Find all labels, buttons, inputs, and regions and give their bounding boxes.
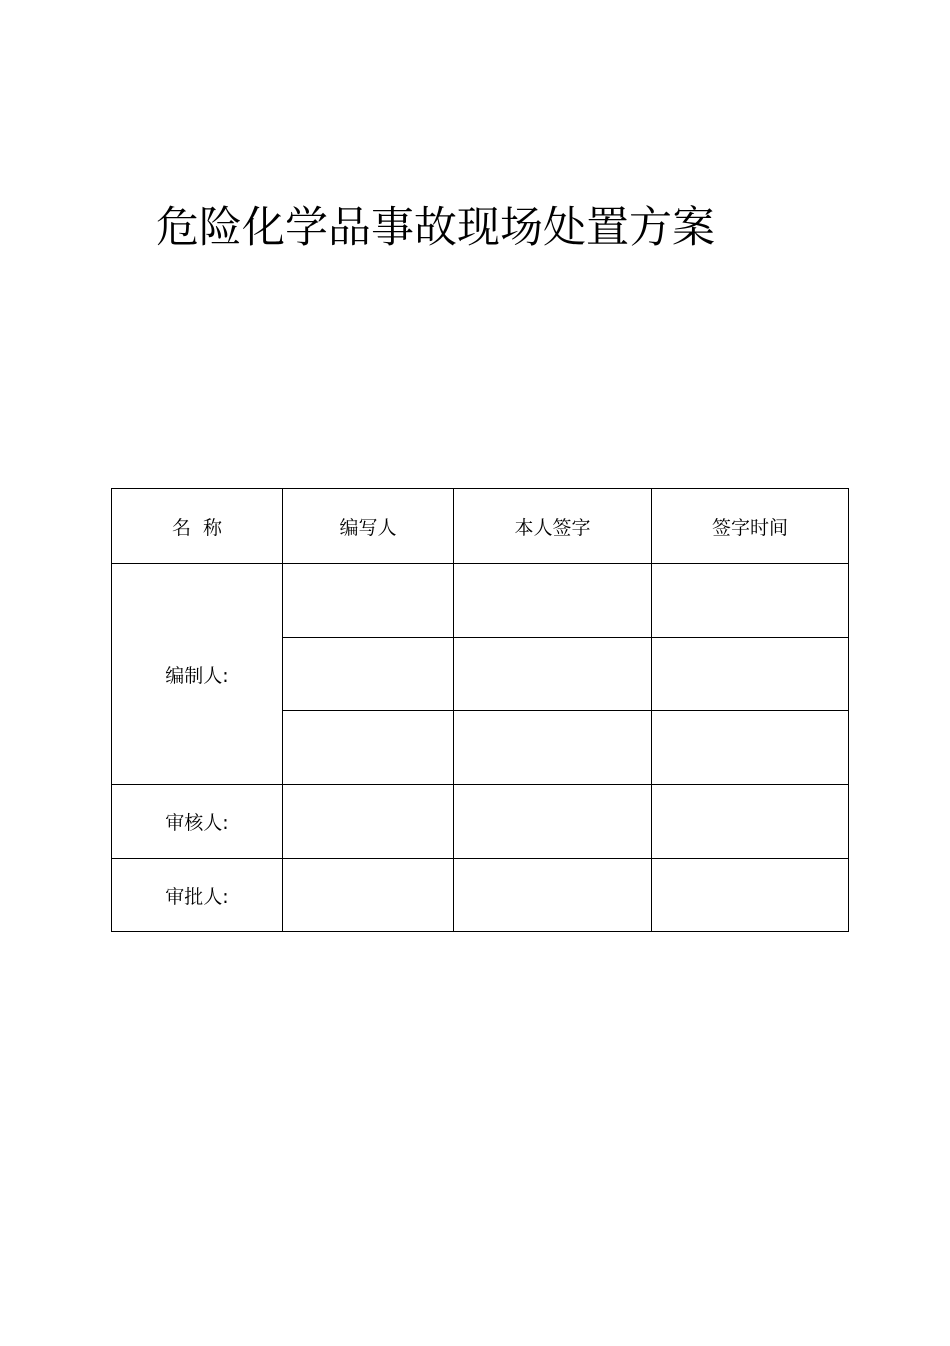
reviewer-signature-cell[interactable] xyxy=(454,785,652,859)
compiler-2-sign-time-cell[interactable] xyxy=(652,638,849,711)
table-header-row xyxy=(112,489,849,564)
header-writer-cell xyxy=(283,489,454,564)
approver-writer-cell[interactable] xyxy=(283,859,454,932)
reviewer-sign-time-cell[interactable] xyxy=(652,785,849,859)
compiler-2-signature-cell[interactable] xyxy=(454,638,652,711)
header-writer-label: 编写人 xyxy=(339,516,397,539)
table-row xyxy=(112,859,849,932)
reviewer-writer-cell[interactable] xyxy=(283,785,454,859)
header-sign-time-label: 签字时间 xyxy=(711,516,788,539)
compiler-3-writer-cell[interactable] xyxy=(283,711,454,785)
table-row xyxy=(112,785,849,859)
compiler-3-signature-cell[interactable] xyxy=(454,711,652,785)
approver-label-cell xyxy=(112,859,283,932)
approver-signature-cell[interactable] xyxy=(454,859,652,932)
compiler-1-writer-cell[interactable] xyxy=(283,564,454,638)
compiler-1-sign-time-cell[interactable] xyxy=(652,564,849,638)
compiler-1-signature-cell[interactable] xyxy=(454,564,652,638)
compiler-3-sign-time-cell[interactable] xyxy=(652,711,849,785)
compiler-label: 编制人: xyxy=(165,664,229,687)
approver-label: 审批人: xyxy=(165,885,229,908)
reviewer-label-cell xyxy=(112,785,283,859)
table-row xyxy=(112,564,849,638)
reviewer-label: 审核人: xyxy=(165,812,229,834)
approver-sign-time-cell[interactable] xyxy=(652,859,849,932)
header-name-cell xyxy=(112,489,283,564)
header-signature-label: 本人签字 xyxy=(514,516,591,539)
compiler-2-writer-cell[interactable] xyxy=(283,638,454,711)
header-signature-cell xyxy=(454,489,652,564)
header-name-label: 名 称 xyxy=(171,516,223,539)
compiler-label-cell xyxy=(112,564,283,785)
header-sign-time-cell xyxy=(652,489,849,564)
document-title: 危险化学品事故现场处置方案 xyxy=(156,203,715,253)
signature-table xyxy=(111,488,849,932)
